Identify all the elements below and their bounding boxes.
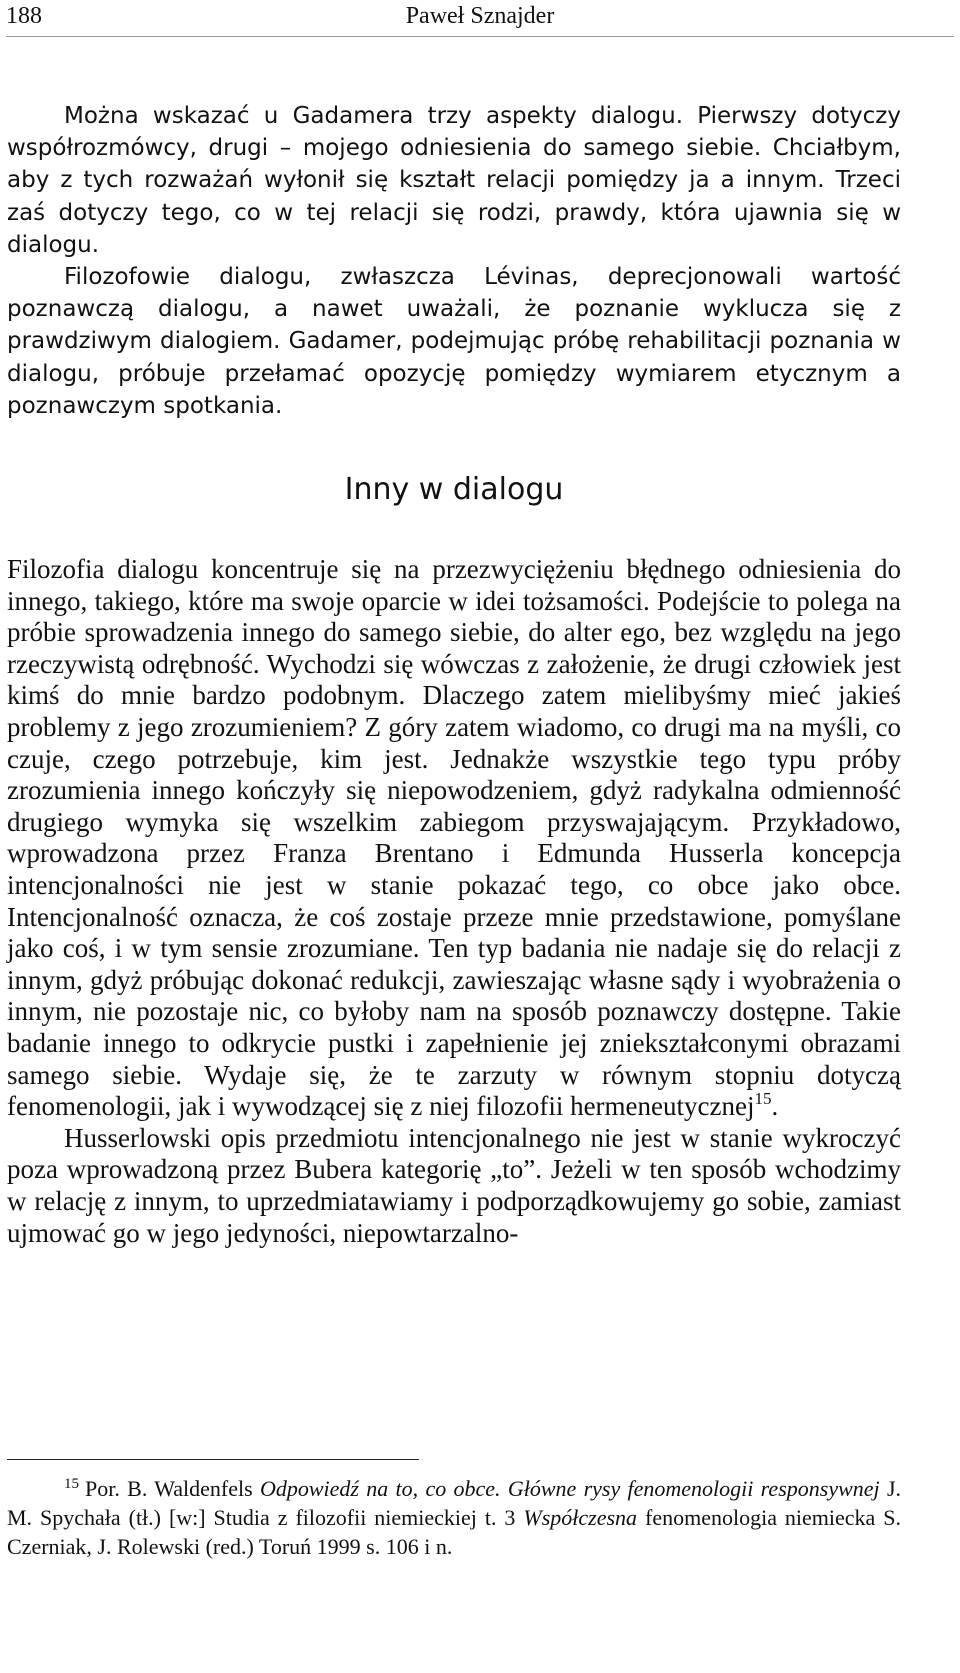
footnote-series-title: Współczesna [523,1505,638,1530]
paragraph-husserl: Husserlowski opis przedmiotu intencjonalnego nie jest w stanie wykroczyć poza wprowadzoną przez Bubera kategorię „to”. Jeżeli w ten sposób wchodzimy w relację z innym, to uprzedmiatawiamy i podporządkowujemy go sobie, zamiast ujmować go w jego jedyności, niepowtarzalno- [7,1122,901,1248]
paragraph-levinas: Filozofowie dialogu, zwłaszcza Lévinas, deprecjonowali wartość poznawczą dialogu, a nawet uważali, że poznanie wyklucza się z prawdziwym dialogiem. Gadamer, podejmując próbę rehabilitacji poznania w dialogu, próbuje przełamać opozycję pomiędzy wymiarem etycznym a poznawczym spotkania. [7,264,901,419]
paragraph-text: Filozofia dialogu koncentruje się na przezwyciężeniu błędnego odniesienia do innego, takiego, które ma swoje oparcie w idei tożsamości. Podejście to polega na próbie sprowadzenia innego do samego siebie, do alter ego, bez względu na jego rzeczywistą odrębność. Wychodzi się wówczas z założenie, że drugi człowiek jest kimś do mnie bardzo podobnym. Dlaczego zatem mielibyśmy mieć jakieś problemy z jego zrozumieniem? Z góry zatem wiadomo, co drugi ma na myśli, co czuje, czego potrzebuje, kim jest. Jednakże wszystkie tego typu próby zrozumienia innego kończyły się niepowodzeniem, gdyż radykalna odmienność drugiego wymyka się wszelkim zabiegom przyswajającym. Przykładowo, wprowadzona przez Franza Brentano i Edmunda Husserla koncepcja intencjonalności nie jest w stanie pokazać tego, co obce jako obce. Intencjonalność oznacza, że coś zostaje przeze mnie przedstawione, pomyślane jako coś, i w tym sensie zrozumiane. Ten typ badania nie nadaje się do relacji z innym, gdyż próbując dokonać redukcji, zawieszając własne sądy i wyobrażenia o innym, nie pozostaje nic, co byłoby nam na sposób poznawczy dostępne. Takie badanie innego to odkrycie pustki i zapełnienie jej zniekształconymi obrazami samego siebie. Wydaje się, że te zarzuty w równym stopniu dotyczą fenomenologii, jak i wywodzącej się z niej filozofii hermeneutycznej [7,554,901,1122]
running-head-author: Paweł Sznajder [405,3,555,29]
section-heading: Inny w dialogu [344,472,564,508]
running-header [6,0,954,37]
footnote-reference: 15 [754,1089,772,1109]
footnote-middle: J. M. Spychała (tł.) [w:] Studia z filozofii niemieckiej t. 3 [7,1476,902,1530]
footnote-lead: Por. B. Waldenfels [85,1476,260,1501]
main-text [7,100,901,1249]
paragraph-philosophy-of-dialogue [7,554,901,1123]
footnote-number: 15 [64,1476,79,1492]
footnote [7,1474,901,1561]
footnote-tail: fenomenologia niemiecka S. Czerniak, J. Rolewski (red.) Toruń 1999 s. 106 i n. [7,1505,902,1559]
footnote-separator [7,1459,419,1460]
paragraph-end: . [771,1091,779,1122]
paragraph-gadamer-aspects: Można wskazać u Gadamera trzy aspekty dialogu. Pierwszy dotyczy współrozmówcy, drugi – mojego odniesienia do samego siebie. Chciałbym, aby z tych rozważań wyłonił się kształt relacji pomiędzy ja a innym. Trzeci zaś dotyczy tego, co w tej relacji się rodzi, prawdy, która ujawnia się w dialogu. [7,103,901,258]
page-number: 188 [6,3,42,29]
footnote-book-title: Odpowiedź na to, co obce. Główne rysy fenomenologii responsywnej [259,1476,880,1501]
